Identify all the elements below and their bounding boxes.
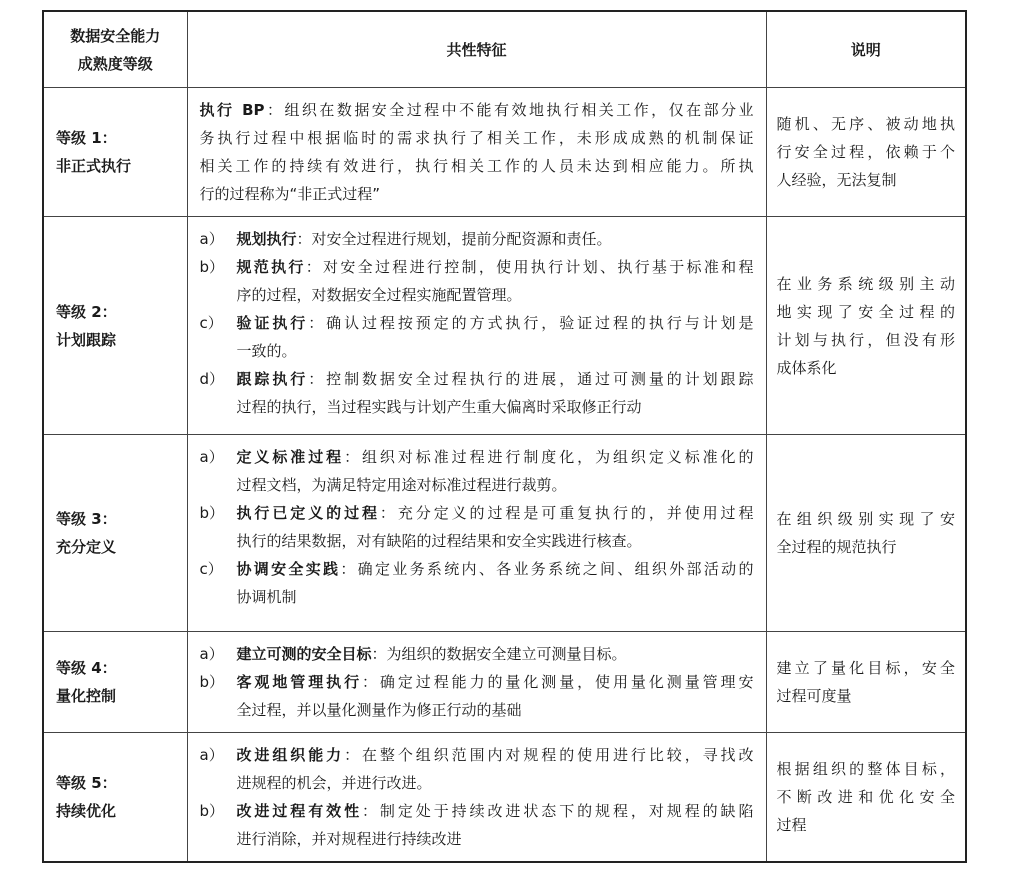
header-common-features: 共性特征	[187, 11, 766, 88]
line-text: 不断改进和优化安全	[776, 788, 955, 806]
text-line	[237, 797, 754, 825]
bold-term: 客观地管理执行	[236, 673, 362, 691]
level-line: 等级 3：	[56, 510, 117, 528]
maturity-level-cell	[43, 733, 187, 863]
level-line: 等级 4：	[56, 659, 117, 677]
text-line	[777, 783, 956, 811]
description-cell	[766, 435, 966, 632]
line-text: ：为组织的数据安全建立可测量目标。	[371, 645, 627, 663]
header-description: 说明	[766, 11, 966, 88]
item-body	[237, 443, 754, 499]
line-text: 执行的结果数据，对有缺陷的过程结果和安全实践进行核查。	[236, 532, 642, 550]
table-row	[43, 435, 966, 632]
description-cell	[766, 632, 966, 733]
line-text: 行安全过程，依赖于个	[776, 143, 955, 161]
description-cell	[766, 88, 966, 217]
header-line: 数据安全能力	[70, 26, 161, 45]
item-marker: b）	[199, 802, 225, 820]
text-line	[777, 166, 956, 194]
description-cell	[766, 217, 966, 435]
table-row	[43, 217, 966, 435]
text-line	[237, 443, 754, 471]
maturity-level-table	[42, 10, 967, 863]
bold-term: 验证执行	[236, 314, 309, 332]
item-body	[237, 555, 754, 611]
item-body	[237, 668, 754, 724]
text-line	[777, 138, 956, 166]
feature-list-item	[200, 499, 754, 555]
text-line	[200, 180, 754, 208]
line-text: ：对安全过程进行规划，提前分配资源和责任。	[296, 230, 612, 248]
line-text: 过程可度量	[776, 687, 852, 705]
item-marker: c）	[199, 314, 223, 332]
line-text: 人经验，无法复制	[776, 171, 897, 189]
line-text: ：控制数据安全过程执行的进展，通过可测量的计划跟踪	[308, 370, 754, 388]
bold-term: 执行 BP	[199, 101, 265, 119]
text-line	[237, 583, 754, 611]
line-text: ：组织对标准过程进行制度化，为组织定义标准化的	[344, 448, 754, 466]
text-line	[237, 769, 754, 797]
text-line	[237, 696, 754, 724]
text-line	[237, 741, 754, 769]
item-marker: a）	[199, 645, 224, 663]
item-body	[237, 309, 754, 365]
text-line	[200, 124, 754, 152]
text-line	[777, 298, 956, 326]
text-line	[237, 825, 754, 853]
line-text: 序的过程，对数据安全过程实施配置管理。	[236, 286, 522, 304]
feature-list-item	[200, 253, 754, 309]
item-marker: a）	[199, 448, 224, 466]
text-line	[237, 225, 754, 253]
maturity-level-cell	[43, 88, 187, 217]
line-text: 在业务系统级别主动	[776, 274, 955, 293]
text-line	[237, 499, 754, 527]
line-text: 全过程，并以量化测量作为修正行动的基础	[236, 701, 522, 719]
item-marker: b）	[199, 258, 225, 276]
line-text: 全过程的规范执行	[776, 538, 897, 556]
text-line	[777, 270, 956, 298]
item-body	[237, 499, 754, 555]
table-body	[43, 88, 966, 863]
line-text: 成体系化	[776, 358, 837, 377]
text-line	[777, 533, 956, 561]
text-line	[200, 152, 754, 180]
line-text: 随机、无序、被动地执	[776, 115, 955, 133]
item-marker: a）	[199, 230, 224, 248]
item-body	[237, 640, 754, 668]
item-body	[237, 797, 754, 853]
item-marker: c）	[199, 560, 223, 578]
bold-term: 规范执行	[236, 258, 306, 276]
text-line	[777, 505, 956, 533]
line-text: 协调机制	[236, 588, 297, 606]
text-line	[237, 640, 754, 668]
bold-term: 定义标准过程	[236, 448, 345, 466]
level-line: 非正式执行	[56, 157, 132, 175]
line-text: ：对安全过程进行控制，使用执行计划、执行基于标准和程	[305, 258, 754, 276]
text-line	[777, 354, 956, 382]
item-body	[237, 253, 754, 309]
bold-term: 改进过程有效性	[236, 802, 362, 820]
line-text: 根据组织的整体目标，	[776, 760, 955, 778]
line-text: 一致的。	[236, 342, 297, 360]
line-text: 地实现了安全过程的	[776, 302, 955, 321]
feature-list-item	[200, 309, 754, 365]
line-text: ：确定过程能力的量化测量，使用量化测量管理安	[362, 673, 754, 691]
text-line	[237, 337, 754, 365]
feature-list-item	[200, 365, 754, 421]
text-line	[237, 555, 754, 583]
line-text: ：确认过程按预定的方式执行，验证过程的执行与计划是	[308, 314, 754, 332]
maturity-level-cell	[43, 435, 187, 632]
feature-list-item	[200, 555, 754, 611]
item-marker: b）	[199, 504, 225, 522]
feature-list-item	[200, 640, 754, 668]
item-body	[237, 365, 754, 421]
line-text: 过程的执行，当过程实践与计划产生重大偏离时采取修正行动	[236, 398, 642, 416]
level-line: 等级 2：	[56, 302, 117, 321]
text-line	[777, 811, 956, 839]
line-text: ：充分定义的过程是可重复执行的，并使用过程	[379, 504, 754, 522]
common-features-cell	[187, 217, 766, 435]
table-header-row	[43, 11, 966, 88]
bold-term: 改进组织能力	[236, 746, 345, 764]
table-row	[43, 632, 966, 733]
maturity-level-cell	[43, 632, 187, 733]
level-line: 计划跟踪	[56, 330, 117, 349]
text-line	[777, 755, 956, 783]
text-line	[237, 471, 754, 499]
line-text: ：确定业务系统内、各业务系统之间、组织外部活动的	[340, 560, 754, 578]
text-line	[777, 326, 956, 354]
bold-term: 协调安全实践	[236, 560, 341, 578]
line-text: 行的过程称为“非正式过程”	[199, 185, 381, 203]
feature-list-item	[200, 668, 754, 724]
text-line	[237, 393, 754, 421]
feature-list-item	[200, 443, 754, 499]
table-row	[43, 733, 966, 863]
item-body	[237, 741, 754, 797]
text-line	[237, 527, 754, 555]
text-line	[237, 668, 754, 696]
description-cell	[766, 733, 966, 863]
text-line	[237, 281, 754, 309]
line-text: ：在整个组织范围内对规程的使用进行比较，寻找改	[344, 746, 754, 764]
table-row	[43, 88, 966, 217]
text-line	[777, 110, 956, 138]
line-text: 相关工作的持续有效进行，执行相关工作的人员未达到相应能力。所执	[199, 157, 754, 175]
line-text: 进行消除，并对规程进行持续改进	[236, 830, 462, 848]
bold-term: 跟踪执行	[236, 370, 309, 388]
line-text: 过程文档，为满足特定用途对标准过程进行裁剪。	[236, 476, 567, 494]
level-line: 等级 1：	[56, 129, 117, 147]
line-text: 进规程的机会，并进行改进。	[236, 774, 432, 792]
line-text: ：组织在数据安全过程中不能有效地执行相关工作，仅在部分业	[264, 101, 754, 119]
text-line	[237, 365, 754, 393]
level-line: 持续优化	[56, 802, 117, 820]
feature-list-item	[200, 797, 754, 853]
bold-term: 建立可测的安全目标	[236, 645, 372, 663]
level-line: 量化控制	[56, 687, 117, 705]
header-maturity-level	[43, 11, 187, 88]
line-text: 建立了量化目标，安全	[776, 659, 955, 677]
item-body	[237, 225, 754, 253]
header-line: 成熟度等级	[77, 54, 153, 73]
text-line	[777, 682, 956, 710]
line-text: 在组织级别实现了安	[776, 510, 955, 528]
level-line: 充分定义	[56, 538, 117, 556]
bold-term: 规划执行	[236, 230, 297, 248]
line-text: ：制定处于持续改进状态下的规程，对规程的缺陷	[362, 802, 754, 820]
item-marker: b）	[199, 673, 225, 691]
line-text: 计划与执行，但没有形	[776, 330, 955, 349]
bold-term: 执行已定义的过程	[236, 504, 380, 522]
feature-list-item	[200, 741, 754, 797]
feature-list-item	[200, 225, 754, 253]
common-features-cell	[187, 435, 766, 632]
text-line	[237, 253, 754, 281]
common-features-cell	[187, 632, 766, 733]
text-line	[777, 654, 956, 682]
line-text: 务执行过程中根据临时的需求执行了相关工作，未形成成熟的机制保证	[199, 129, 754, 147]
item-marker: d）	[199, 370, 225, 388]
text-line	[200, 96, 754, 124]
common-features-cell	[187, 733, 766, 863]
maturity-level-cell	[43, 217, 187, 435]
level-line: 等级 5：	[56, 774, 117, 792]
common-features-cell	[187, 88, 766, 217]
item-marker: a）	[199, 746, 224, 764]
line-text: 过程	[776, 816, 807, 834]
text-line	[237, 309, 754, 337]
